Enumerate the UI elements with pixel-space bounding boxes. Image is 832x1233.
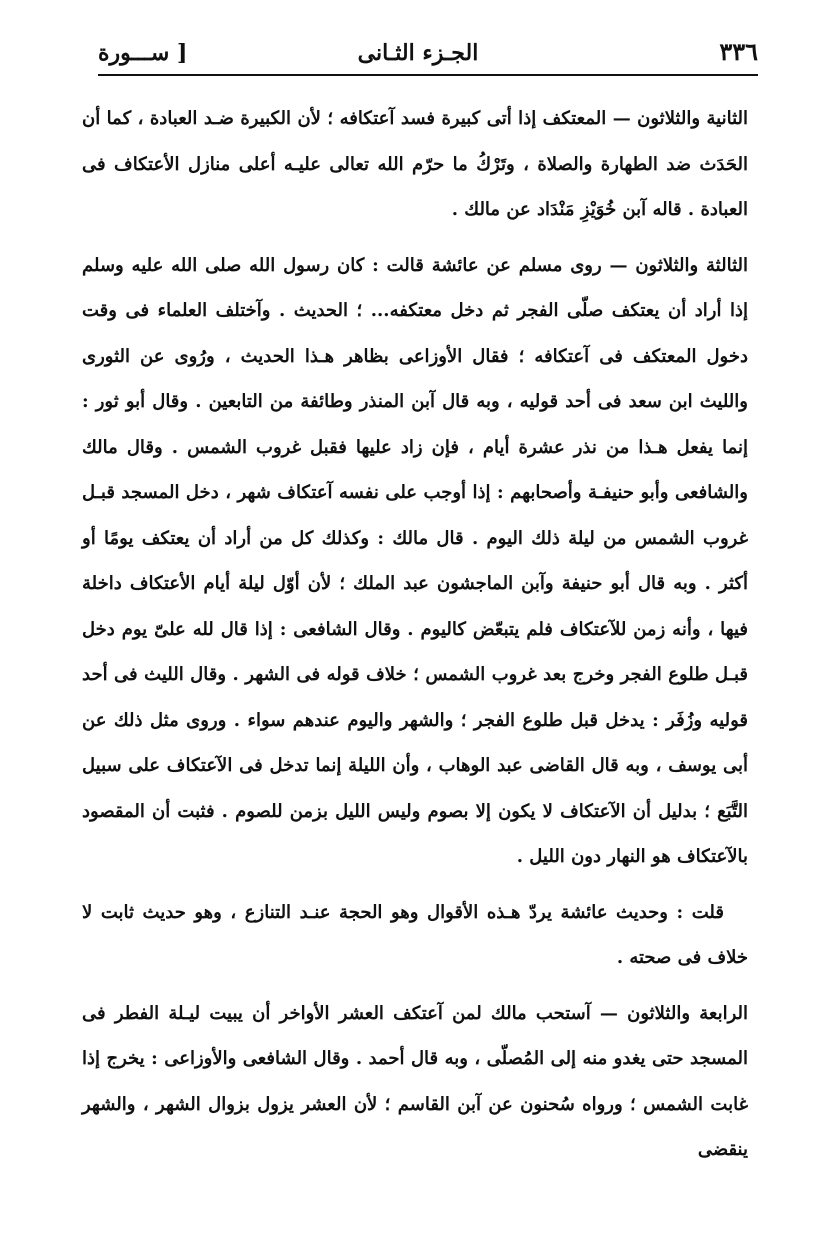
paragraph-issue-32: الثانية والثلاثون — المعتكف إذا أتى كبيرة فسد آعتكافه ؛ لأن الكبيرة ضـد العبادة ، كما أن الحَدَث ضد الطهارة والصلاة ، وتَرْكُ ما حرّم الله تعالى عليـه أعلى منازل الأعتكاف فى العبادة . قاله آبن خُوَيْزِ مَنْدَاد عن مالك . — [82, 108, 748, 220]
page-header — [98, 38, 758, 80]
running-title: الجـزء الثـانى — [357, 40, 479, 66]
header-rule — [98, 74, 758, 76]
paragraph-commentary: قلت : وحديث عائشة يردّ هـذه الأقوال وهو الحجة عنـد التنازع ، وهو حديث ثابت لا خلاف فى صحته . — [82, 901, 748, 968]
page-body — [82, 96, 748, 1173]
paragraph-issue-34: الرابعة والثلاثون — آستحب مالك لمن آعتكف العشر الأواخر أن يبيت ليـلة الفطر فى المسجد حتى يغدو منه إلى المُصلّى ، وبه قال أحمد . وقال الشافعى والأوزاعى : يخرج إذا غابت الشمس ؛ ورواه سُحنون عن آبن القاسم ؛ لأن العشر يزول بزوال الشهر ، والشهر ينقضى — [82, 1002, 748, 1160]
page-number: ٣٣٦ — [719, 37, 758, 66]
surah-label: [ ســـورة — [98, 40, 188, 66]
paragraph-issue-33: الثالثة والثلاثون — روى مسلم عن عائشة قالت : كان رسول الله صلى الله عليه وسلم إذا أراد أن يعتكف صلّى الفجر ثم دخل معتكفه... ؛ الحديث . وآختلف العلماء فى وقت دخول المعتكف فى آعتكافه ؛ فقال الأوزاعى بظاهر هـذا الحديث ، ورُوى عن الثورى والليث ابن سعد فى أحد قوليه ، وبه قال آبن المنذر وطائفة من التابعين . وقال أبو ثور : إنما يفعل هـذا من نذر عشرة أيام ، فإن زاد عليها فقبل غروب الشمس . وقال مالك والشافعى وأبو حنيفـة وأصحابهم : إذا أوجب على نفسه آعتكاف شهر ، دخل المسجد قبـل غروب الشمس من ليلة ذلك اليوم . قال مالك : وكذلك كل من أراد أن يعتكف يومًا أو أكثر . وبه قال أبو حنيفة وآبن الماجشون عبد الملك ؛ لأن أوّل ليلة أيام الأعتكاف داخلة فيها ، وأنه زمن للآعتكاف فلم يتبعّض كاليوم . وقال الشافعى : إذا قال لله علىّ يوم دخل قبـل طلوع الفجر وخرج بعد غروب الشمس ؛ خلاف قوله فى الشهر . وقال الليث فى أحد قوليه وزُفَر : يدخل قبل طلوع الفجر ؛ والشهر واليوم عندهم سواء . وروى مثل ذلك عن أبى يوسف ، وبه قال القاضى عبد الوهاب ، وأن الليلة إنما تدخل فى الآعتكاف على سبيل التَّبَع ؛ بدليل أن الآعتكاف لا يكون إلا بصوم وليس الليل بزمن للصوم . فثبت أن المقصود بالآعتكاف هو النهار دون الليل . — [82, 254, 749, 867]
